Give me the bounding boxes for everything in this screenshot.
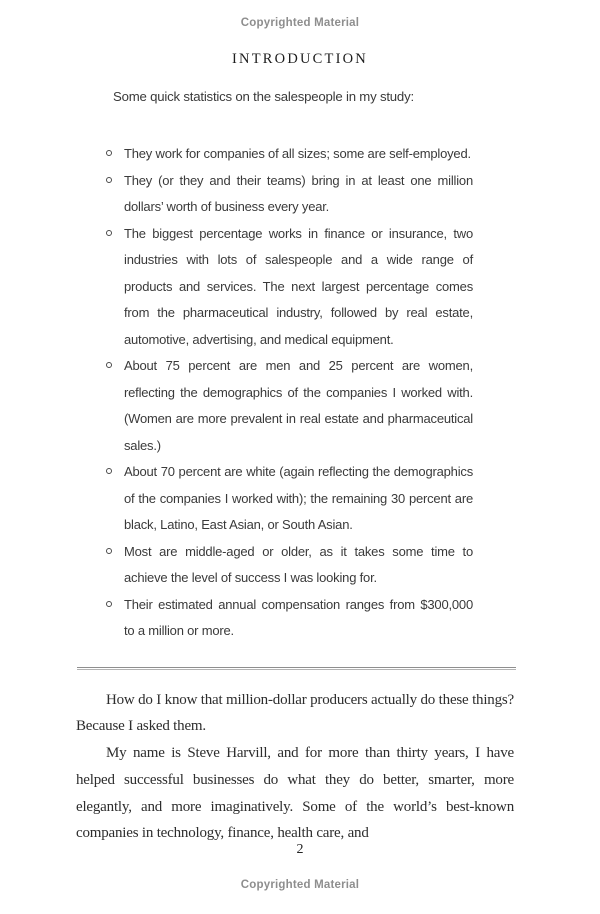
chapter-title: INTRODUCTION (232, 51, 368, 67)
list-item-text: They work for companies of all sizes; some are self-employed. (124, 146, 471, 161)
list-item-text: Most are middle-aged or older, as it takes some time to achieve the level of success I was looking for. (124, 543, 473, 585)
bullet-icon (106, 601, 112, 607)
list-item (105, 141, 473, 168)
list-item-text: About 70 percent are white (again reflecting the demographics of the companies I worked with); the remaining 30 percent are black, Latino, East Asian, or South Asian. (124, 464, 473, 532)
list-item-text: Their estimated annual compensation ranges from $300,000 to a million or more. (124, 596, 473, 638)
bullet-icon (106, 362, 112, 368)
list-item (105, 539, 473, 592)
list-item (105, 353, 473, 459)
list-item-text: They (or they and their teams) bring in at least one million dollars’ worth of business every year. (124, 172, 473, 214)
bullet-icon (106, 150, 112, 156)
page-number: 2 (296, 842, 304, 857)
list-item (105, 592, 473, 645)
statistics-bullet-list (105, 141, 473, 645)
section-divider (77, 667, 516, 670)
intro-sentence: Some quick statistics on the salespeople in my study: (113, 89, 414, 104)
body-paragraph: My name is Steve Harvill, and for more than thirty years, I have helped successful businesses do what they do better, smarter, more elegantly, and more imaginatively. Some of the world’s best-known companies in technology, finance, health care, and (76, 745, 514, 842)
list-item-text: The biggest percentage works in finance or insurance, two industries with lots of salespeople and a wide range of products and services. The next largest percentage comes from the pharmaceutical industry, followed by real estate, automotive, advertising, and medical equipment. (124, 225, 473, 347)
list-item-text: About 75 percent are men and 25 percent are women, reflecting the demographics of the companies I worked with. (Women are more prevalent in real estate and pharmaceutical sales.) (124, 358, 473, 453)
body-text-block (76, 687, 514, 848)
bullet-icon (106, 177, 112, 183)
list-item (105, 168, 473, 221)
copyright-notice-top: Copyrighted Material (240, 17, 360, 29)
copyright-notice-bottom: Copyrighted Material (240, 879, 360, 891)
list-item (105, 221, 473, 354)
bullet-icon (106, 230, 112, 236)
list-item (105, 459, 473, 539)
bullet-icon (106, 548, 112, 554)
bullet-icon (106, 468, 112, 474)
body-paragraph: How do I know that million-dollar producers actually do these things? Because I asked them. (76, 691, 514, 735)
